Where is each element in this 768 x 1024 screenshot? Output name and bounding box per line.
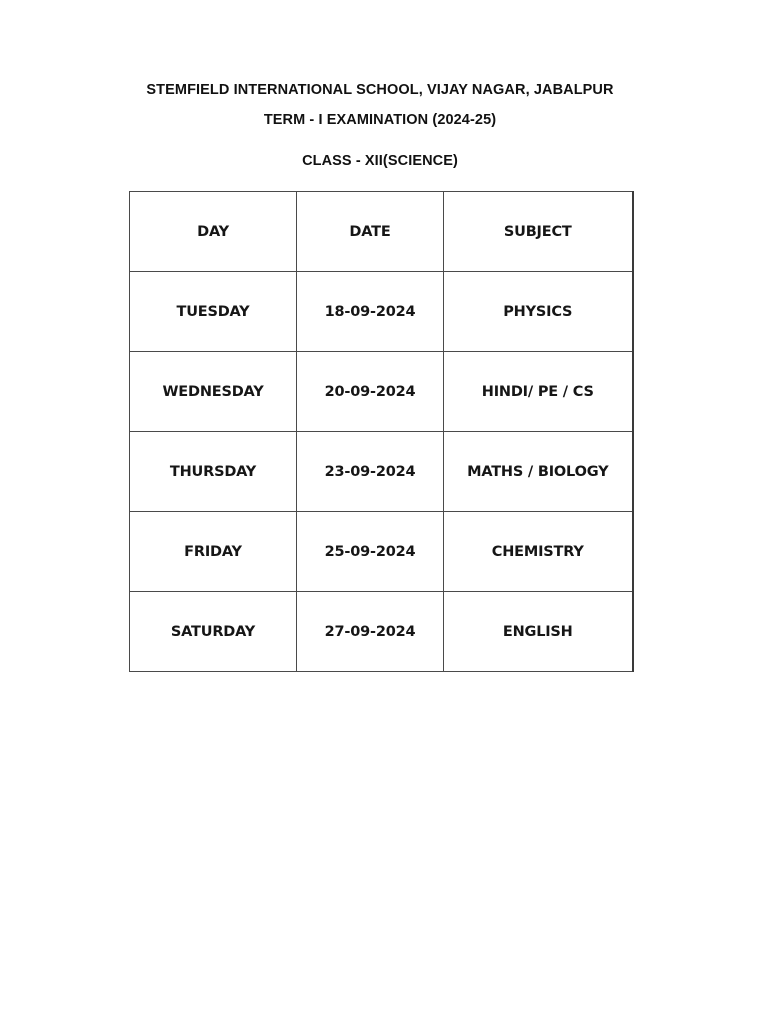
header-subject: SUBJECT xyxy=(444,192,633,272)
class-name: CLASS - XII(SCIENCE) xyxy=(302,153,458,169)
table-row xyxy=(130,512,633,592)
cell-date: 20-09-2024 xyxy=(297,352,444,432)
cell-day: TUESDAY xyxy=(130,272,297,352)
cell-day: SATURDAY xyxy=(130,592,297,672)
cell-subject: ENGLISH xyxy=(444,592,633,672)
table-row xyxy=(130,432,633,512)
cell-date: 18-09-2024 xyxy=(297,272,444,352)
table-row xyxy=(130,272,633,352)
cell-day: FRIDAY xyxy=(130,512,297,592)
table-header-row xyxy=(130,192,633,272)
cell-date: 23-09-2024 xyxy=(297,432,444,512)
cell-day: WEDNESDAY xyxy=(130,352,297,432)
header-day: DAY xyxy=(130,192,297,272)
school-name: STEMFIELD INTERNATIONAL SCHOOL, VIJAY NAGAR, JABALPUR xyxy=(146,82,614,98)
cell-date: 27-09-2024 xyxy=(297,592,444,672)
table-row xyxy=(130,352,633,432)
cell-subject: PHYSICS xyxy=(444,272,633,352)
cell-subject: MATHS / BIOLOGY xyxy=(444,432,633,512)
header-date: DATE xyxy=(297,192,444,272)
exam-schedule-table xyxy=(129,191,634,672)
cell-subject: HINDI/ PE / CS xyxy=(444,352,633,432)
exam-title: TERM - I EXAMINATION (2024-25) xyxy=(263,112,497,128)
cell-day: THURSDAY xyxy=(130,432,297,512)
cell-date: 25-09-2024 xyxy=(297,512,444,592)
table-row xyxy=(130,592,633,672)
cell-subject: CHEMISTRY xyxy=(444,512,633,592)
